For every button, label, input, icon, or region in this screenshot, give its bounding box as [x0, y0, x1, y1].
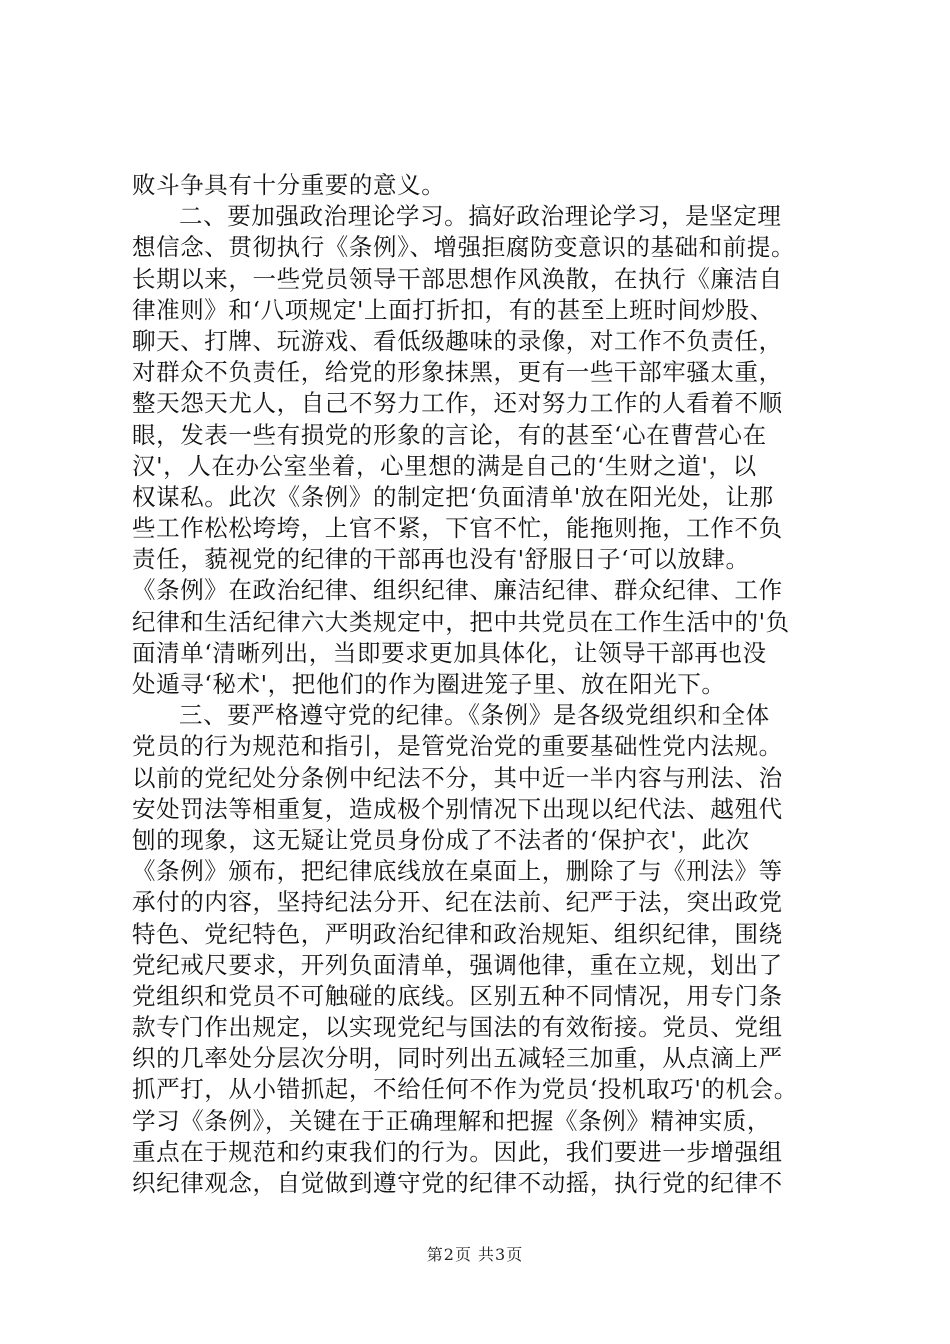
text-line: 《条例》在政治纪律、组织纪律、廉洁纪律、群众纪律、工作 — [132, 576, 783, 605]
text-line: 面清单‘清晰列出，当即要求更加具体化，让领导干部再也没 — [132, 638, 767, 667]
text-line: 败斗争具有十分重要的意义。 — [132, 171, 446, 199]
text-line: 聊天、打牌、玩游戏、看低级趣味的录像，对工作不负责任， — [132, 326, 783, 355]
text-line: 承付的内容，坚持纪法分开、纪在法前、纪严于法，突出政党 — [132, 888, 783, 917]
text-line: 织的几率处分层次分明，同时列出五减轻三加重，从点滴上严 — [132, 1044, 783, 1073]
text-line: 党纪戒尺要求，开列负面清单，强调他律，重在立规，划出了 — [132, 950, 783, 979]
text-line: 权谋私。此次《条例》的制定把‘负面清单'放在阳光处，让那 — [132, 482, 774, 511]
text-line: 三、要严格遵守党的纪律。《条例》是各级党组织和全体 — [179, 701, 770, 730]
text-line: 学习《条例》，关键在于正确理解和把握《条例》精神实质， — [132, 1106, 771, 1135]
text-line: 《条例》颁布，把纪律底线放在桌面上，删除了与《刑法》等 — [132, 857, 783, 886]
text-line: 以前的党纪处分条例中纪法不分，其中近一半内容与刑法、治 — [132, 763, 783, 792]
text-line: 党组织和党员不可触碰的底线。区别五种不同情况，用专门条 — [132, 981, 783, 1010]
text-line: 抓严打，从小错抓起，不给任何不作为党员‘投机取巧'的机会。 — [132, 1075, 798, 1104]
text-line: 党员的行为规范和指引，是管党治党的重要基础性党内法规。 — [132, 732, 783, 761]
text-line: 处遁寻‘秘术'，把他们的作为圈进笼子里、放在阳光下。 — [132, 670, 726, 698]
text-line: 重点在于规范和约束我们的行为。因此，我们要进一步增强组 — [132, 1137, 783, 1166]
text-line: 安处罚法等相重复，造成极个别情况下出现以纪代法、越殂代 — [132, 794, 783, 823]
text-line: 些工作松松垮垮，上官不紧，下官不忙，能拖则拖，工作不负 — [132, 514, 783, 543]
text-line: 长期以来，一些党员领导干部思想作风涣散，在执行《廉洁自 — [132, 264, 783, 293]
text-line: 整天怨天尤人，自己不努力工作，还对努力工作的人看着不顺 — [132, 389, 783, 418]
text-line: 款专门作出规定，以实现党纪与国法的有效衔接。党员、党组 — [132, 1013, 783, 1042]
document-body — [132, 170, 852, 1199]
page-footer: 第2页 共3页 — [426, 1245, 524, 1264]
text-line: 律准则》和‘八项规定'上面打折扣，有的甚至上班时间炒股、 — [132, 295, 774, 324]
text-line: 汉'，人在办公室坐着，心里想的满是自己的‘生财之道'，以 — [132, 451, 757, 480]
text-line: 二、要加强政治理论学习。搞好政治理论学习，是坚定理 — [179, 202, 782, 231]
text-line: 对群众不负责任，给党的形象抹黑，更有一些干部牢骚太重， — [132, 358, 783, 387]
text-line: 想信念、贯彻执行《条例》、增强拒腐防变意识的基础和前提。 — [132, 233, 796, 262]
text-line: 纪律和生活纪律六大类规定中，把中共党员在工作生活中的'负 — [132, 607, 790, 636]
text-line: 眼，发表一些有损党的形象的言论，有的甚至‘心在曹营心在 — [132, 420, 767, 449]
text-line: 责任，藐视党的纪律的干部再也没有'舒服日子‘可以放肆。 — [132, 545, 750, 574]
text-line: 特色、党纪特色，严明政治纪律和政治规矩、组织纪律，围绕 — [132, 919, 783, 948]
text-line: 织纪律观念，自觉做到遵守党的纪律不动摇，执行党的纪律不 — [132, 1169, 783, 1197]
text-line: 刨的现象，这无疑让党员身份成了不法者的‘保护衣'，此次 — [132, 825, 750, 854]
